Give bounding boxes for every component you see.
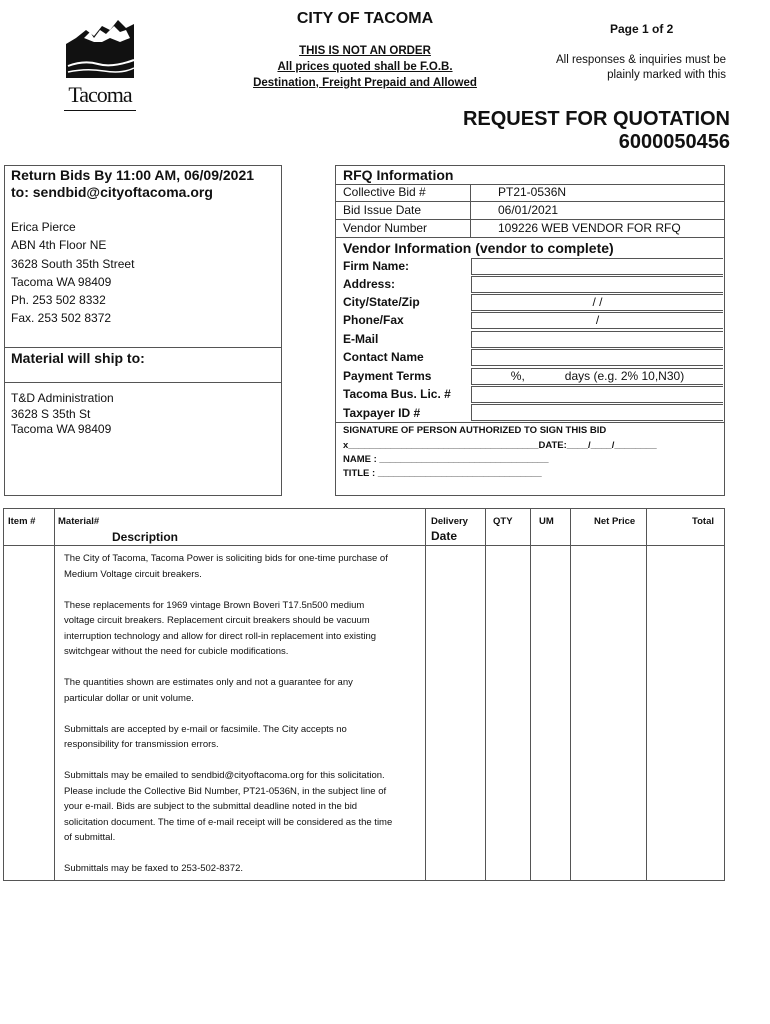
ship-to-heading: Material will ship to: <box>11 350 145 366</box>
address-line: Erica Pierce <box>11 220 76 234</box>
label-address: Address: <box>343 277 396 291</box>
return-bids-email: to: sendbid@cityoftacoma.org <box>11 184 213 200</box>
city-logo <box>64 8 136 114</box>
rfq-label-vendor-number: Vendor Number <box>343 221 428 235</box>
header-divider <box>4 545 724 546</box>
column-divider <box>54 509 55 880</box>
rfq-title: REQUEST FOR QUOTATION <box>462 108 730 130</box>
label-city-state-zip: City/State/Zip <box>343 295 420 309</box>
rfq-value-collective-bid: PT21-0536N <box>498 185 567 199</box>
label-phone-fax: Phone/Fax <box>343 313 404 327</box>
column-divider <box>570 509 571 880</box>
column-divider <box>646 509 647 880</box>
divider <box>336 422 724 423</box>
logo-wordmark: Tacoma <box>64 82 136 111</box>
title-line[interactable]: TITLE : _______________________________ <box>343 468 542 479</box>
return-bids-box <box>4 165 282 496</box>
description-paragraph: The City of Tacoma, Tacoma Power is soliciting bids for one-time purchase of Medium Voltage circuit breakers. <box>64 553 388 580</box>
not-an-order-note: THIS IS NOT AN ORDER <box>299 45 431 57</box>
responses-line2: plainly marked with this <box>607 69 726 81</box>
divider <box>5 347 281 348</box>
label-business-license: Tacoma Bus. Lic. # <box>343 387 451 401</box>
rfq-value-vendor-number: 109226 WEB VENDOR FOR RFQ <box>498 221 681 235</box>
signature-title: SIGNATURE OF PERSON AUTHORIZED TO SIGN THIS BID <box>343 425 607 436</box>
city-state-zip-field[interactable]: / / <box>471 294 723 311</box>
fob-note-line1: All prices quoted shall be F.O.B. <box>277 61 453 73</box>
address-line: Tacoma WA 98409 <box>11 422 112 436</box>
divider <box>336 219 724 220</box>
return-address <box>11 218 134 328</box>
header-date: Date <box>431 529 458 543</box>
divider <box>336 237 724 238</box>
mountain-emblem-icon <box>64 8 136 80</box>
divider <box>5 382 281 383</box>
rfq-number: 6000050456 <box>618 131 730 153</box>
return-bids-heading <box>11 167 254 201</box>
address-line: Tacoma WA 98409 <box>11 274 112 289</box>
city-title: CITY OF TACOMA <box>296 10 434 27</box>
column-divider <box>530 509 531 880</box>
header-total: Total <box>692 516 714 527</box>
rfq-info-heading: RFQ Information <box>343 167 454 183</box>
header-material: Material# <box>58 516 100 527</box>
label-contact-name: Contact Name <box>343 350 424 364</box>
header-net-price: Net Price <box>594 516 636 527</box>
page-number: Page 1 of 2 <box>610 22 674 36</box>
name-line[interactable]: NAME : ________________________________ <box>343 454 549 465</box>
address-line: T&D Administration <box>11 391 114 405</box>
business-license-field[interactable] <box>471 386 723 403</box>
description-paragraph: Submittals may be faxed to 253-502-8372. <box>64 863 244 874</box>
header-qty: QTY <box>493 516 513 527</box>
description-paragraph: The quantities shown are estimates only and not a guarantee for any particular dollar or unit volume. <box>64 677 353 704</box>
phone-fax-field[interactable]: / <box>471 312 723 329</box>
vendor-info-heading: Vendor Information (vendor to complete) <box>343 240 614 256</box>
contact-name-field[interactable] <box>471 349 723 366</box>
rfq-value-issue-date: 06/01/2021 <box>498 203 559 217</box>
item-table <box>3 508 725 881</box>
signature-line[interactable]: x____________________________________DATE:____/____/________ <box>343 440 657 451</box>
address-line: 3628 S 35th St <box>11 406 91 421</box>
email-field[interactable] <box>471 331 723 348</box>
label-payment-terms: Payment Terms <box>343 369 432 383</box>
fob-note-line2: Destination, Freight Prepaid and Allowed <box>253 77 477 89</box>
divider <box>470 184 471 237</box>
label-email: E-Mail <box>343 332 379 346</box>
label-firm-name: Firm Name: <box>343 259 410 273</box>
column-divider <box>485 509 486 880</box>
label-taxpayer-id: Taxpayer ID # <box>343 406 421 420</box>
firm-name-field[interactable] <box>471 258 723 275</box>
header-description: Description <box>112 530 179 544</box>
column-divider <box>425 509 426 880</box>
fax-line: Fax. 253 502 8372 <box>11 311 112 326</box>
rfq-title-block <box>420 108 730 154</box>
description-paragraph: These replacements for 1969 vintage Brown Boveri T17.5n500 medium voltage circuit breakers. Replacement circuit breakers should be vacuum interruption technology and allow for direct roll-in replacement into existing switchgear without the need for cubicle modifications. <box>64 599 377 657</box>
address-field[interactable] <box>471 276 723 293</box>
divider <box>336 201 724 202</box>
rfq-label-collective-bid: Collective Bid # <box>343 185 426 199</box>
address-line: 3628 South 35th Street <box>11 256 135 271</box>
responses-line1: All responses & inquiries must be <box>555 54 726 66</box>
item-description <box>64 551 394 892</box>
phone-line: Ph. 253 502 8332 <box>11 293 106 308</box>
ship-to-address <box>11 391 114 438</box>
address-line: ABN 4th Floor NE <box>11 238 107 253</box>
return-bids-deadline: Return Bids By 11:00 AM, 06/09/2021 <box>11 167 255 183</box>
payment-terms-field[interactable]: %, days (e.g. 2% 10,N30) <box>471 368 723 385</box>
header-delivery: Delivery <box>431 516 468 527</box>
rfq-label-issue-date: Bid Issue Date <box>343 203 422 217</box>
header-um: UM <box>539 516 554 527</box>
taxpayer-id-field[interactable] <box>471 404 723 421</box>
description-paragraph: Submittals may be emailed to sendbid@cityoftacoma.org for this solicitation. Please include the Collective Bid Number, PT21-0536N, in the subject line of your e-mail. Bids are subject to the submittal deadline noted in the bid solicitation document. The time of e-mail receipt will be considered as the time of submittal. <box>64 770 393 843</box>
description-paragraph: Submittals are accepted by e-mail or facsimile. The City accepts no responsibility for transmission errors. <box>64 723 347 750</box>
rfq-vendor-box <box>335 165 725 496</box>
header-item: Item # <box>8 516 36 527</box>
responses-note <box>520 53 726 83</box>
